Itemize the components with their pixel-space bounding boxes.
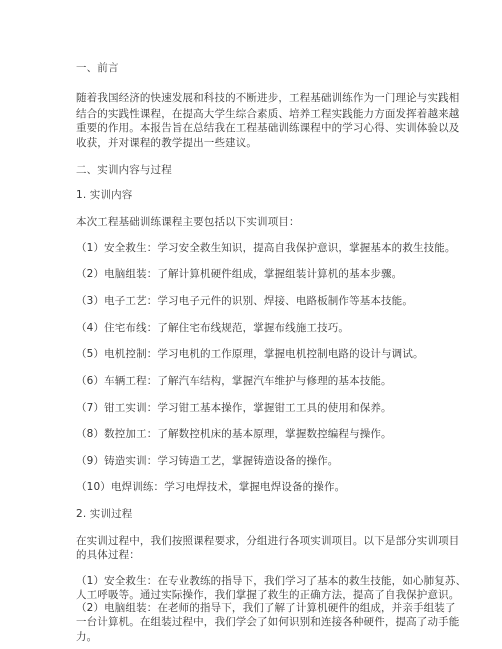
process-item-1-line-1: （1）安全救生：在专业教练的指导下，我们学习了基本的救生技能，如心肺复苏、 [76, 574, 467, 587]
content-intro: 本次工程基础训练课程主要包括以下实训项目： [76, 216, 300, 229]
list-item: （9）铸造实训：学习铸造工艺，掌握铸造设备的操作。 [76, 454, 339, 467]
subsection-heading-process: 2. 实训过程 [76, 508, 133, 520]
list-item: （8）数控加工：了解数控机床的基本原理，掌握数控编程与操作。 [76, 428, 392, 441]
list-item: （4）住宅布线：了解住宅布线规范，掌握布线施工技巧。 [76, 321, 350, 334]
intro-line-1: 随着我国经济的快速发展和科技的不断进步，工程基础训练作为一门理论与实践相 [76, 92, 460, 105]
list-item: （10）电焊训练：学习电焊技术，掌握电焊设备的操作。 [76, 481, 346, 494]
process-item-2-line-3: 力。 [76, 630, 98, 643]
section-heading-content: 二、实训内容与过程 [76, 163, 172, 176]
list-item: （1）安全救生：学习安全救生知识，提高自我保护意识，掌握基本的救生技能。 [76, 241, 456, 254]
list-item: （5）电机控制：学习电机的工作原理，掌握电机控制电路的设计与调试。 [76, 348, 424, 361]
intro-line-3: 重要的作用。本报告旨在总结我在工程基础训练课程中的学习心得、实训体验以及 [76, 121, 460, 134]
intro-line-4: 收获，并对课程的教学提出一些建议。 [76, 137, 258, 150]
process-item-2-line-2: 一台计算机。在组装过程中，我们学会了如何识别和连接各种硬件，提高了动手能 [76, 616, 460, 629]
process-item-1-line-2: 人工呼吸等。通过实际操作，我们掌握了救生的正确方法，提高了自我保护意识。 [76, 588, 460, 601]
process-intro-line-1: 在实训过程中，我们按照课程要求，分组进行各项实训项目。以下是部分实训项目 [76, 534, 460, 547]
subsection-heading-content: 1. 实训内容 [76, 189, 133, 202]
list-item: （6）车辆工程：了解汽车结构，掌握汽车维护与修理的基本技能。 [76, 374, 392, 387]
process-intro-line-2: 的具体过程： [76, 548, 140, 561]
process-item-2-line-1: （2）电脑组装：在老师的指导下，我们了解了计算机硬件的组成，并亲手组装了 [76, 602, 456, 615]
list-item: （7）钳工实训：学习钳工基本操作，掌握钳工工具的使用和保养。 [76, 401, 392, 414]
section-heading-preface: 一、前言 [76, 62, 119, 74]
list-item: （3）电子工艺：学习电子元件的识别、焊接、电路板制作等基本技能。 [76, 295, 413, 307]
intro-line-2: 结合的实践性课程，在提高大学生综合素质、培养工程实践能力方面发挥着越来越 [76, 107, 460, 120]
list-item: （2）电脑组装：了解计算机硬件组成，掌握组装计算机的基本步骤。 [76, 268, 403, 281]
